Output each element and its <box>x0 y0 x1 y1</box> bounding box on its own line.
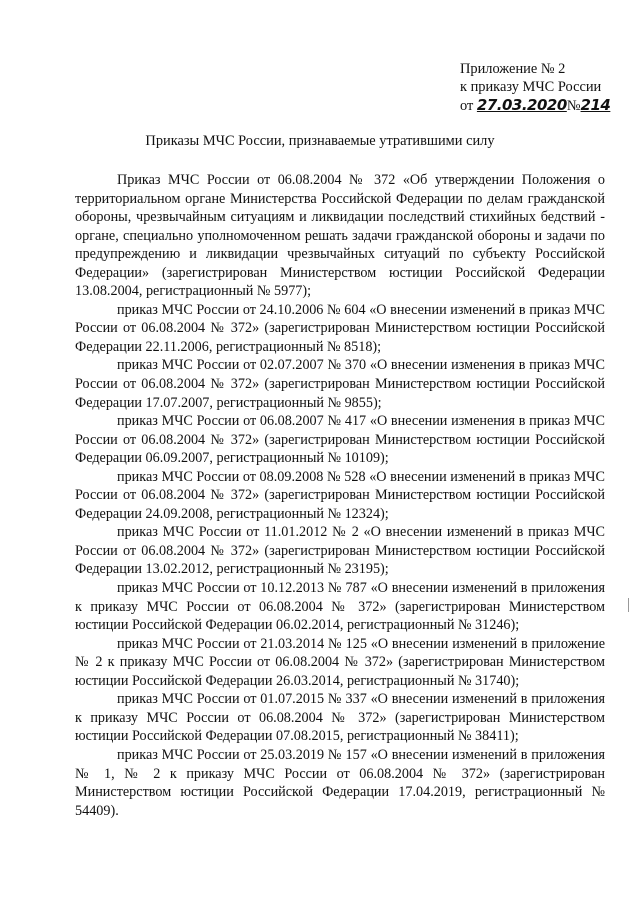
order-paragraph: Приказ МЧС России от 06.08.2004 № 372 «Об утверждении Положения о территориальном органе Министерства Российской Федерации по делам гражданской обороны, чрезвычайным ситуациям и ликвидации последствий стихийных бедствий - органе, специально уполномоченном решать задачи гражданской обороны и задачи по предупреждению и ликвидации чрезвычайных ситуаций по субъекту Российской Федерации» (зарегистрирован Министерством юстиции Российской Федерации 13.08.2004, регистрационный № 5977); <box>75 172 605 300</box>
scan-edge-mark <box>628 598 629 612</box>
appendix-date-line <box>460 96 630 115</box>
order-paragraph: приказ МЧС России от 25.03.2019 № 157 «О внесении изменений в приложения № 1, № 2 к приказу МЧС России от 06.08.2004 № 372» (зарегистрирован Министерством юстиции Российской Федерации 17.04.2019, регистрационный № 54409). <box>75 746 605 819</box>
handwritten-number: 214 <box>580 96 611 114</box>
order-paragraph: приказ МЧС России от 24.10.2006 № 604 «О внесении изменений в приказ МЧС России от 06.08.2004 № 372» (зарегистрирован Министерством юстиции Российской Федерации 22.11.2006, регистрационный № 8518); <box>75 301 605 355</box>
order-paragraph: приказ МЧС России от 02.07.2007 № 370 «О внесении изменения в приказ МЧС России от 06.08.2004 № 372» (зарегистрирован Министерством юстиции Российской Федерации 17.07.2007, регистрационный № 9855); <box>75 357 605 411</box>
handwritten-date: 27.03.2020 <box>476 96 567 114</box>
appendix-number: Приложение № 2 <box>460 61 566 77</box>
order-paragraph: приказ МЧС России от 11.01.2012 № 2 «О внесении изменений в приказ МЧС России от 06.08.2004 № 372» (зарегистрирован Министерством юстиции Российской Федерации 13.02.2012, регистрационный № 23195); <box>75 524 605 578</box>
order-paragraph: приказ МЧС России от 10.12.2013 № 787 «О внесении изменений в приложения к приказу МЧС России от 06.08.2004 № 372» (зарегистрирован Министерством юстиции Российской Федерации 06.02.2014, регистрационный № 31246); <box>75 580 605 634</box>
number-sign: № <box>566 98 581 114</box>
date-prefix: от <box>460 98 474 114</box>
order-paragraph: приказ МЧС России от 08.09.2008 № 528 «О внесении изменений в приказ МЧС России от 06.08.2004 № 372» (зарегистрирован Министерством юстиции Российской Федерации 24.09.2008, регистрационный № 12324); <box>75 468 605 522</box>
order-paragraph: приказ МЧС России от 21.03.2014 № 125 «О внесении изменений в приложение № 2 к приказу МЧС России от 06.08.2004 № 372» (зарегистрирован Министерством юстиции Российской Федерации 26.03.2014, регистрационный № 31740); <box>75 635 605 689</box>
appendix-header <box>460 60 630 115</box>
order-paragraph: приказ МЧС России от 01.07.2015 № 337 «О внесении изменений в приложения к приказу МЧС России от 06.08.2004 № 372» (зарегистрирован Министерством юстиции Российской Федерации 07.08.2015, регистрационный № 38411); <box>75 691 605 745</box>
order-paragraph: приказ МЧС России от 06.08.2007 № 417 «О внесении изменения в приказ МЧС России от 06.08.2004 № 372» (зарегистрирован Министерством юстиции Российской Федерации 06.09.2007, регистрационный № 10109); <box>75 413 605 467</box>
appendix-order-ref: к приказу МЧС России <box>460 79 602 95</box>
document-title: Приказы МЧС России, признаваемые утратившими силу <box>145 133 495 149</box>
document-body <box>75 171 605 820</box>
